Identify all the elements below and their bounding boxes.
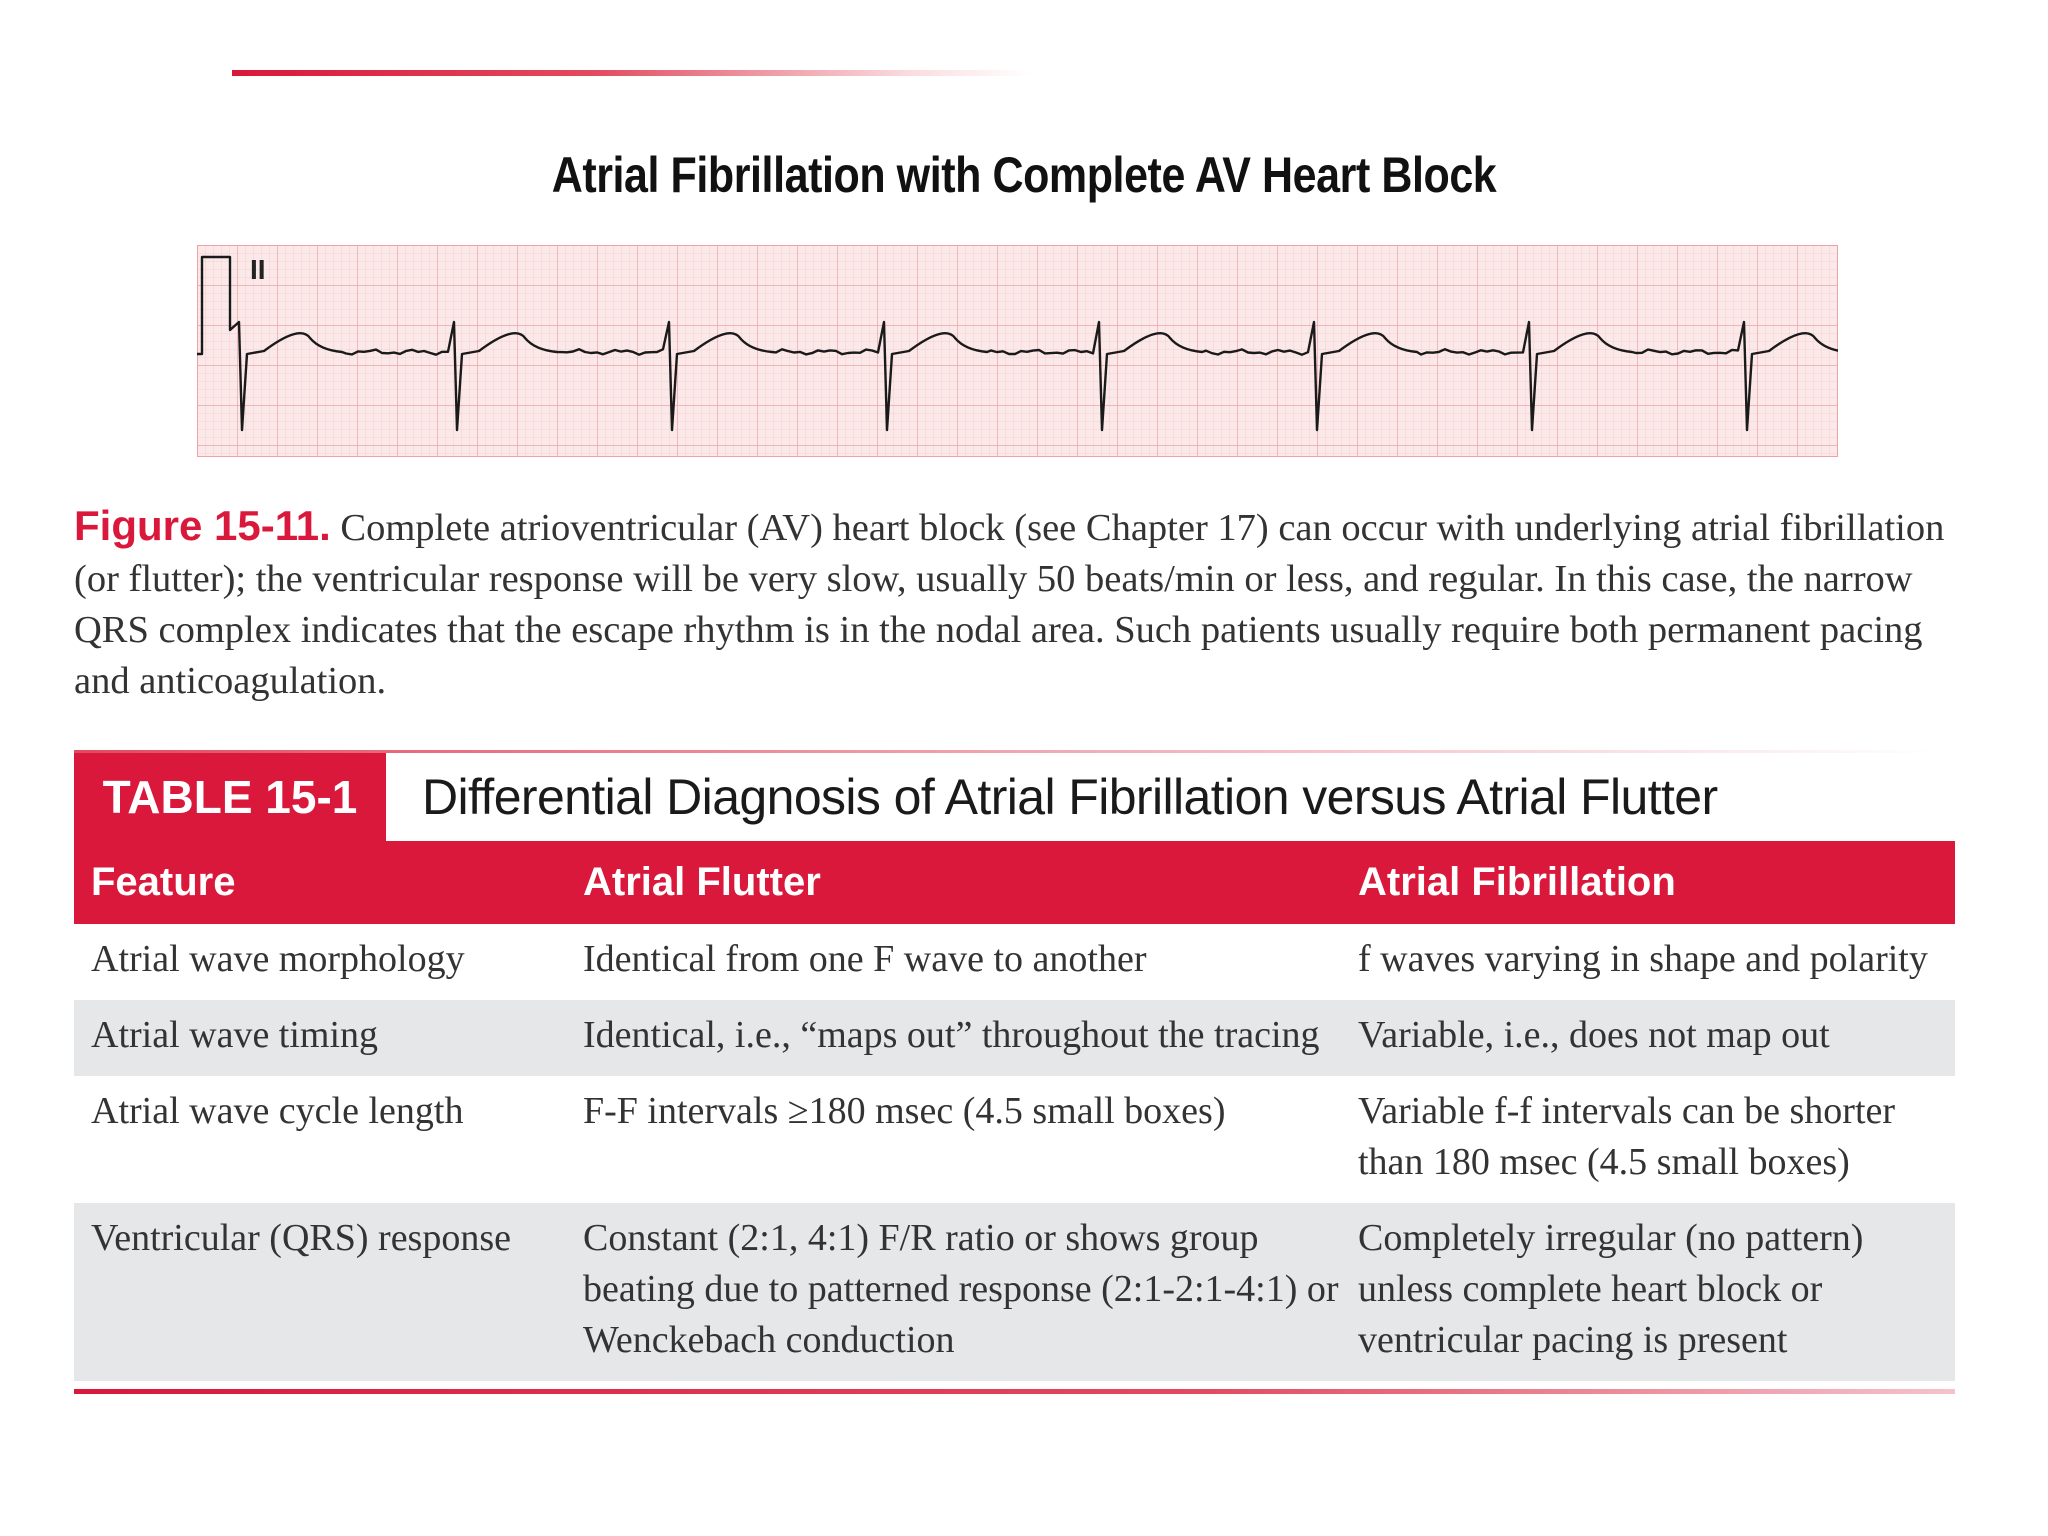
table-row — [74, 924, 1955, 1000]
table-cell-feature: Atrial wave morphology — [91, 938, 465, 980]
table-header-feature: Feature — [91, 860, 236, 904]
ecg-tracing — [197, 245, 1838, 457]
table-header-atrial-flutter: Atrial Flutter — [583, 860, 821, 904]
table-cell-fibrillation: Completely irregular (no pattern) unless complete heart block or ventricular pacing is present — [1358, 1217, 1864, 1361]
table-cell-flutter: Constant (2:1, 4:1) F/R ratio or shows group beating due to patterned response (2:1-2:1-4:1) or Wenckebach conduction — [583, 1217, 1339, 1361]
ecg-title: Atrial Fibrillation with Complete AV Heart Block — [551, 147, 1497, 203]
table-row — [74, 1076, 1955, 1203]
table-title: Differential Diagnosis of Atrial Fibrillation versus Atrial Flutter — [422, 769, 1718, 825]
table-cell-fibrillation: f waves varying in shape and polarity — [1358, 938, 1928, 980]
table-cell-feature: Atrial wave cycle length — [91, 1090, 464, 1132]
table-bottom-rule — [74, 1389, 1955, 1394]
table-header-atrial-fibrillation: Atrial Fibrillation — [1358, 860, 1676, 904]
top-accent-rule — [232, 70, 1032, 76]
ecg-strip — [197, 245, 1838, 457]
table-cell-flutter: Identical from one F wave to another — [583, 938, 1147, 980]
table-cell-flutter: F-F intervals ≥180 msec (4.5 small boxes) — [583, 1090, 1226, 1132]
figure-label: Figure 15-11. — [74, 502, 331, 549]
table-row — [74, 1203, 1955, 1381]
table-row — [74, 1000, 1955, 1076]
table-cell-feature: Ventricular (QRS) response — [91, 1217, 512, 1259]
table-header-row — [74, 841, 1955, 924]
figure-caption-text: Complete atrioventricular (AV) heart block (see Chapter 17) can occur with underlying atrial fibrillation (or flutter); the ventricular response will be very slow, usually 50 beats/min or less, and regular. In this case, the narrow QRS complex indicates that the escape rhythm is in the nodal area. Such patients usually require both permanent pacing and anticoagulation. — [74, 507, 1945, 702]
table-cell-fibrillation: Variable, i.e., does not map out — [1358, 1014, 1830, 1056]
table-cell-flutter: Identical, i.e., “maps out” throughout the tracing — [583, 1014, 1320, 1056]
table-cell-feature: Atrial wave timing — [91, 1014, 379, 1056]
table-cell-fibrillation: Variable f-f intervals can be shorter than 180 msec (4.5 small boxes) — [1358, 1090, 1896, 1183]
lead-label: II — [250, 254, 266, 285]
differential-diagnosis-table — [74, 841, 1955, 1381]
figure-caption — [74, 500, 1974, 707]
table-tag: TABLE 15-1 — [74, 753, 386, 841]
